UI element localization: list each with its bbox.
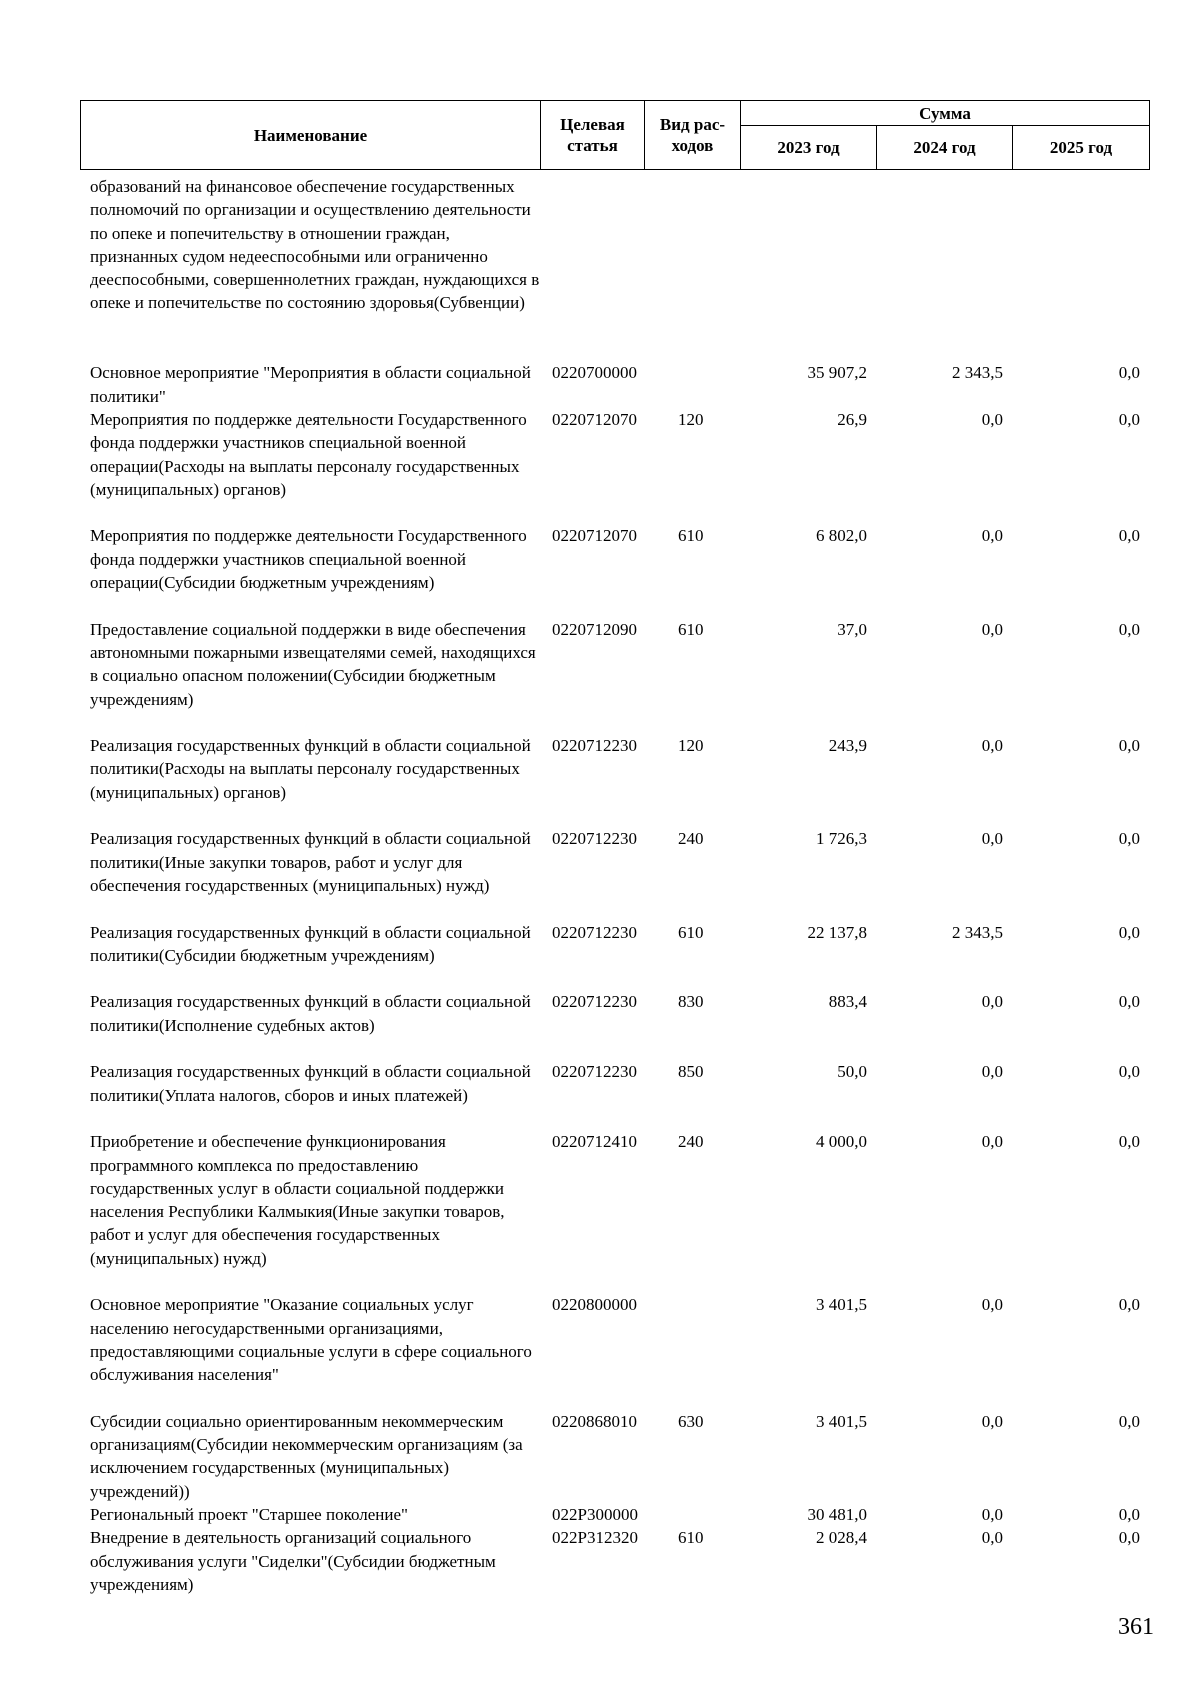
- header-year-2024: 2024 год: [877, 126, 1013, 170]
- header-vid: Вид рас-ходов: [645, 101, 741, 170]
- row-code: 0220700000: [552, 363, 637, 383]
- row-name: Реализация государственных функций в области социальной политики(Расходы на выплаты персоналу государственных (муниципальных) органов): [90, 736, 531, 802]
- row-name: образований на финансовое обеспечение государственных полномочий по организации и осуществлению деятельности по опеке и попечительству в отношении граждан, признанных судом недееспособными или ограниченно дееспособными, совершеннолетних граждан, нуждающихся в опеке и попечительстве по состоянию здоровья(Субвенции): [90, 177, 540, 313]
- table-row: [80, 618, 1149, 735]
- row-2025: 0,0: [1118, 1505, 1140, 1524]
- row-2023: 22 137,8: [807, 922, 867, 942]
- row-vid: 240: [678, 829, 704, 849]
- row-code: 0220712230: [552, 736, 637, 756]
- row-2024: 0,0: [981, 526, 1003, 546]
- row-code: 0220868010: [552, 1411, 637, 1431]
- row-code: 0220712070: [552, 526, 637, 546]
- row-2025: 0,0: [1118, 1528, 1140, 1548]
- table-header: [80, 100, 1150, 170]
- row-2025: 0,0: [1118, 1411, 1140, 1431]
- table-row: [80, 990, 1149, 1060]
- row-2023: 50,0: [837, 1062, 867, 1082]
- header-year-2025: 2025 год: [1013, 126, 1150, 170]
- row-2025: 0,0: [1118, 1062, 1140, 1082]
- row-2023: 3 401,5: [816, 1295, 867, 1315]
- row-code: 0220712070: [552, 409, 637, 429]
- row-2023: 6 802,0: [816, 526, 867, 546]
- table-row: [80, 734, 1149, 827]
- row-2023: [740, 175, 876, 361]
- row-name: Реализация государственных функций в области социальной политики(Субсидии бюджетным учреждениям): [90, 922, 531, 965]
- table-row: [80, 1293, 1149, 1410]
- row-name: Реализация государственных функций в области социальной политики(Исполнение судебных актов): [90, 992, 531, 1035]
- row-code: 0220800000: [552, 1295, 637, 1315]
- row-name: Предоставление социальной поддержки в виде обеспечения автономными пожарными извещателями семей, находящихся в социально опасном положении(Субсидии бюджетным учреждениям): [90, 619, 536, 709]
- table-row: [80, 408, 1149, 525]
- row-2023: 26,9: [837, 409, 867, 429]
- row-2024: 0,0: [981, 409, 1003, 429]
- row-vid: [644, 1503, 740, 1526]
- row-2025: [1012, 175, 1149, 361]
- page-number: 361: [1118, 1614, 1154, 1640]
- row-vid: 830: [678, 992, 704, 1012]
- header-name: Наименование: [81, 101, 541, 170]
- row-2023: 30 481,0: [807, 1505, 867, 1524]
- row-code: [540, 175, 644, 361]
- row-code: 0220712230: [552, 1062, 637, 1082]
- row-vid: [644, 361, 740, 408]
- table-row: [80, 1130, 1149, 1293]
- row-2024: 0,0: [981, 1295, 1003, 1315]
- row-2025: 0,0: [1118, 736, 1140, 756]
- row-2025: 0,0: [1118, 922, 1140, 942]
- table-row: [80, 1503, 1149, 1526]
- row-name: Реализация государственных функций в области социальной политики(Уплата налогов, сборов и иных платежей): [90, 1062, 531, 1105]
- row-name: Мероприятия по поддержке деятельности Государственного фонда поддержки участников специальной военной операции(Расходы на выплаты персоналу государственных (муниципальных) органов): [90, 409, 527, 499]
- row-code: 0220712230: [552, 829, 637, 849]
- row-2024: 2 343,5: [952, 922, 1003, 942]
- row-vid: 610: [678, 619, 704, 639]
- row-code: 0220712230: [552, 922, 637, 942]
- row-2024: 0,0: [981, 736, 1003, 756]
- row-2023: 3 401,5: [816, 1411, 867, 1431]
- row-vid: 610: [678, 922, 704, 942]
- row-2024: 0,0: [981, 992, 1003, 1012]
- row-2023: 35 907,2: [807, 363, 867, 383]
- row-2023: 2 028,4: [816, 1528, 867, 1548]
- row-2024: 0,0: [981, 1505, 1003, 1524]
- header-year-2023: 2023 год: [741, 126, 877, 170]
- row-name: Приобретение и обеспечение функционирования программного комплекса по предоставлению государственных услуг в области социальной поддержки населения Республики Калмыкия(Иные закупки товаров, работ и услуг для обеспечения государственных (муниципальных) нужд): [90, 1132, 505, 1268]
- row-code: 0220712090: [552, 619, 637, 639]
- row-2025: 0,0: [1118, 1132, 1140, 1152]
- row-vid: 240: [678, 1132, 704, 1152]
- row-2023: 883,4: [828, 992, 867, 1012]
- row-name: Внедрение в деятельность организаций социального обслуживания услуги "Сиделки"(Субсидии бюджетным учреждениям): [90, 1528, 496, 1594]
- row-name: Мероприятия по поддержке деятельности Государственного фонда поддержки участников специальной военной операции(Субсидии бюджетным учреждениям): [90, 526, 527, 593]
- row-code: 022P300000: [552, 1505, 638, 1524]
- header-code: Целевая статья: [541, 101, 645, 170]
- table-row: [80, 827, 1149, 920]
- row-name: Основное мероприятие "Мероприятия в области социальной политики": [90, 363, 531, 406]
- row-2024: 0,0: [981, 1132, 1003, 1152]
- row-vid: 850: [678, 1062, 704, 1082]
- row-2025: 0,0: [1118, 363, 1140, 383]
- row-vid: 610: [678, 526, 704, 546]
- row-2023: 37,0: [837, 619, 867, 639]
- row-name: Реализация государственных функций в области социальной политики(Иные закупки товаров, работ и услуг для обеспечения государственных (муниципальных) нужд): [90, 829, 531, 895]
- table-row: [80, 361, 1149, 408]
- row-2025: 0,0: [1118, 1295, 1140, 1315]
- row-2024: 0,0: [981, 619, 1003, 639]
- row-2025: 0,0: [1118, 409, 1140, 429]
- row-vid: [644, 175, 740, 361]
- row-code: 022P312320: [552, 1528, 638, 1548]
- row-2025: 0,0: [1118, 829, 1140, 849]
- table-row: [80, 1526, 1149, 1596]
- row-name: Региональный проект "Старшее поколение": [90, 1505, 408, 1524]
- table-row: [80, 524, 1149, 617]
- table-body: [80, 175, 1149, 1596]
- table-row: [80, 1060, 1149, 1130]
- row-name: Субсидии социально ориентированным некоммерческим организациям(Субсидии некоммерческим организациям (за исключением государственных (муниципальных) учреждений)): [90, 1411, 523, 1501]
- row-2025: 0,0: [1118, 619, 1140, 639]
- table-row: [80, 175, 1149, 361]
- row-2023: 4 000,0: [816, 1132, 867, 1152]
- row-name: Основное мероприятие "Оказание социальных услуг населению негосударственными организациями, предоставляющими социальные услуги в сфере социального обслуживания населения": [90, 1295, 532, 1385]
- row-2024: [876, 175, 1012, 361]
- row-vid: 120: [678, 736, 704, 756]
- row-vid: 610: [678, 1528, 704, 1548]
- row-vid: 630: [678, 1411, 704, 1431]
- row-vid: 120: [678, 409, 704, 429]
- row-2024: 0,0: [981, 829, 1003, 849]
- row-code: 0220712410: [552, 1132, 637, 1152]
- row-code: 0220712230: [552, 992, 637, 1012]
- row-2023: 1 726,3: [816, 829, 867, 849]
- row-2024: 2 343,5: [952, 363, 1003, 383]
- table-row: [80, 921, 1149, 991]
- header-sum: Сумма: [741, 101, 1150, 126]
- row-2024: 0,0: [981, 1411, 1003, 1431]
- table-row: [80, 1410, 1149, 1503]
- row-2024: 0,0: [981, 1062, 1003, 1082]
- row-vid: [644, 1293, 740, 1410]
- row-2024: 0,0: [981, 1528, 1003, 1548]
- row-2023: 243,9: [828, 736, 867, 756]
- row-2025: 0,0: [1118, 992, 1140, 1012]
- row-2025: 0,0: [1118, 526, 1140, 546]
